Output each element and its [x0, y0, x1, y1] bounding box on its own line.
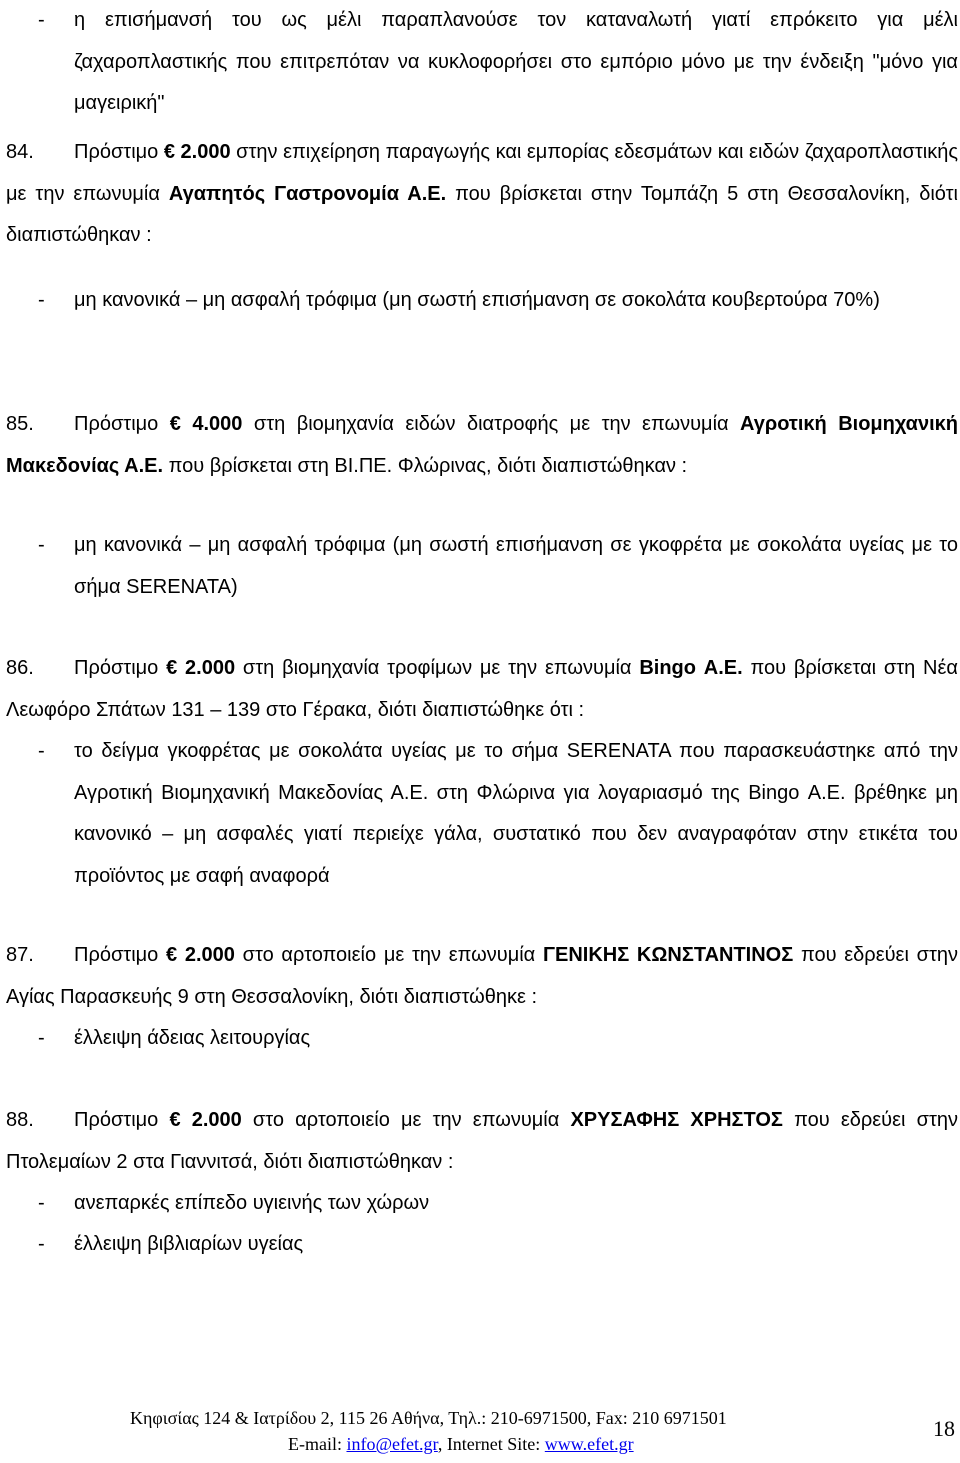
- list-dash: -: [38, 289, 45, 311]
- paragraph-text: που βρίσκεται στη ΒΙ.ΠΕ. Φλώρινας, διότι διαπιστώθηκαν :: [163, 454, 688, 477]
- list-item: [6, 280, 958, 322]
- fine-amount: 2.000: [185, 657, 236, 679]
- footer-contact: [288, 1434, 634, 1455]
- fine-amount: 2.000: [191, 1109, 242, 1131]
- paragraph-text: που βρίσκεται στην Τομπάζη 5 στη Θεσσαλονίκη, διότι διαπιστώθηκαν :: [6, 182, 958, 246]
- list-item: [6, 0, 958, 125]
- fine-paragraph-86: [6, 648, 958, 731]
- fine-label: Πρόστιμο: [74, 413, 159, 435]
- paragraph-text: που βρίσκεται στη Νέα Λεωφόρο Σπάτων 131 – 139 στο Γέρακα, διότι διαπιστώθηκε ότι :: [6, 657, 958, 721]
- company-name: ΓΕΝΙΚΗΣ ΚΩΝΣΤΑΝΤΙΝΟΣ: [542, 944, 794, 966]
- paragraph-text: στη βιομηχανία ειδών διατροφής με την επωνυμία: [242, 413, 741, 435]
- item-number: 84.: [6, 141, 34, 163]
- euro-sign: €: [169, 1109, 181, 1131]
- company-name: ΧΡΥΣΑΦΗΣ ΧΡΗΣΤΟΣ: [570, 1109, 783, 1131]
- fine-label: Πρόστιμο: [74, 944, 159, 966]
- item-number: 87.: [6, 944, 34, 966]
- company-name: Bingo Α.Ε.: [639, 657, 743, 679]
- page-footer: [0, 1408, 960, 1460]
- list-item: [6, 1183, 958, 1225]
- fine-paragraph-84: [6, 132, 958, 257]
- page-number: 18: [933, 1416, 955, 1441]
- item-number: 88.: [6, 1109, 34, 1131]
- paragraph-text: στην επιχείρηση παραγωγής και εμπορίας εδεσμάτων και ειδών ζαχαροπλαστικής με την επωνυμία: [6, 141, 958, 205]
- paragraph-text: στη βιομηχανία τροφίμων με την επωνυμία: [235, 657, 640, 679]
- list-dash: -: [38, 9, 45, 31]
- fine-label: Πρόστιμο: [74, 141, 159, 163]
- fine-paragraph-88: [6, 1100, 958, 1183]
- paragraph-text: που εδρεύει στην Αγίας Παρασκευής 9 στη Θεσσαλονίκη, διότι διαπιστώθηκε :: [6, 944, 958, 1008]
- list-dash: -: [38, 1192, 45, 1214]
- list-dash: -: [38, 534, 45, 556]
- fine-amount: 2.000: [184, 944, 235, 966]
- item-number: 86.: [6, 657, 34, 679]
- euro-sign: €: [163, 141, 175, 163]
- paragraph-text: που εδρεύει στην Πτολεμαίων 2 στα Γιαννιτσά, διότι διαπιστώθηκαν :: [6, 1109, 958, 1173]
- item-number: 85.: [6, 413, 34, 435]
- fine-amount: 2.000: [180, 141, 231, 163]
- fine-paragraph-87: [6, 935, 958, 1018]
- fine-label: Πρόστιμο: [74, 657, 159, 679]
- fine-amount: 4.000: [192, 413, 243, 435]
- list-item-text: ανεπαρκές επίπεδο υγιεινής των χώρων: [74, 1192, 430, 1214]
- fine-paragraph-85: [6, 404, 958, 487]
- list-item: [6, 525, 958, 608]
- euro-sign: €: [166, 944, 178, 966]
- company-name: Αγαπητός Γαστρονομία Α.Ε.: [168, 182, 447, 205]
- paragraph-text: στο αρτοποιείο με την επωνυμία: [241, 1109, 571, 1131]
- list-item: [6, 1018, 958, 1060]
- list-item-text: η επισήμανσή του ως μέλι παραπλανούσε τον καταναλωτή γιατί επρόκειτο για μέλι ζαχαροπλαστικής που επιτρεπόταν να κυκλοφορήσει στο εμπόριο μόνο με την ένδειξη "μόνο για μαγειρική": [74, 9, 958, 114]
- list-item-text: έλλειψη βιβλιαρίων υγείας: [74, 1233, 304, 1255]
- list-item-text: έλλειψη άδειας λειτουργίας: [74, 1027, 311, 1049]
- euro-sign: €: [166, 657, 178, 679]
- fine-label: Πρόστιμο: [74, 1109, 159, 1131]
- list-item-text: μη κανονικά – μη ασφαλή τρόφιμα (μη σωστή επισήμανση σε σοκολάτα κουβερτούρα 70%): [74, 289, 880, 311]
- email-link[interactable]: info@efet.gr: [346, 1434, 438, 1454]
- list-dash: -: [38, 1027, 45, 1049]
- list-item: [6, 731, 958, 897]
- company-name: Αγροτική Βιομηχανική Μακεδονίας Α.Ε.: [6, 413, 959, 477]
- website-link[interactable]: www.efet.gr: [544, 1434, 634, 1454]
- footer-address: Κηφισίας 124 & Ιατρίδου 2, 115 26 Αθήνα, Τηλ.: 210-6971500, Fax: 210 6971501: [130, 1408, 727, 1428]
- euro-sign: €: [169, 413, 181, 435]
- list-item-text: το δείγμα γκοφρέτας με σοκολάτα υγείας με το σήμα SERENATA που παρασκευάστηκε από την Αγροτική Βιομηχανική Μακεδονίας Α.Ε. στη Φλώρινα για λογαριασμό της Bingo Α.Ε. βρέθηκε μη κανονικό – μη ασφαλές γιατί περιείχε γάλα, συστατικό που δεν αναγραφόταν στην ετικέτα του προϊόντος με σαφή αναφορά: [74, 740, 958, 887]
- paragraph-text: στο αρτοποιείο με την επωνυμία: [234, 944, 543, 966]
- list-item: [6, 1224, 958, 1266]
- list-dash: -: [38, 1233, 45, 1255]
- list-item-text: μη κανονικά – μη ασφαλή τρόφιμα (μη σωστή επισήμανση σε γκοφρέτα με σοκολάτα υγείας με το σήμα SERENATA): [74, 534, 958, 598]
- list-dash: -: [38, 740, 45, 762]
- email-label: E-mail:: [288, 1434, 347, 1454]
- site-label: , Internet Site:: [437, 1434, 545, 1454]
